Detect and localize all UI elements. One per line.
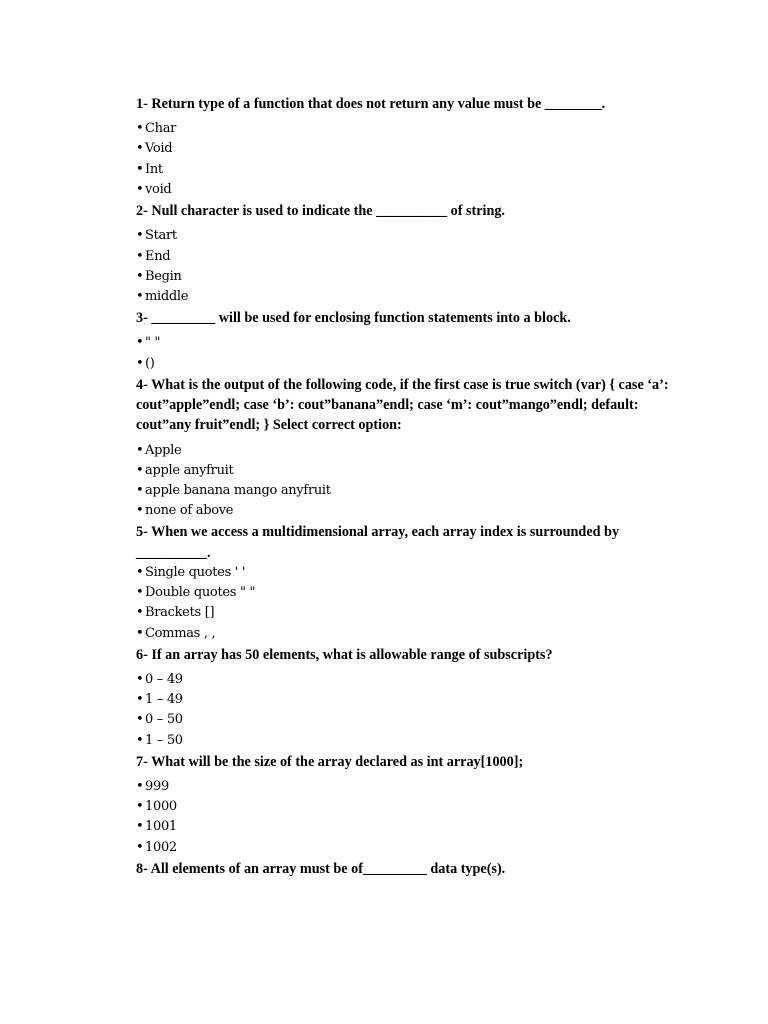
option-item bbox=[136, 160, 676, 180]
bullet-icon: • bbox=[136, 442, 144, 458]
option-text: Char bbox=[145, 121, 177, 137]
option-text: 1 – 50 bbox=[145, 732, 183, 748]
option-text: void bbox=[145, 181, 172, 197]
bullet-icon: • bbox=[136, 799, 144, 815]
option-text: 1 – 49 bbox=[145, 692, 183, 708]
question-3 bbox=[136, 308, 676, 374]
question-6 bbox=[136, 645, 676, 751]
bullet-icon: • bbox=[136, 248, 144, 264]
option-list bbox=[136, 226, 676, 307]
option-item bbox=[136, 777, 676, 797]
option-item bbox=[136, 354, 676, 374]
option-text: () bbox=[145, 355, 155, 371]
question-text: 4- What is the output of the following code, if the first case is true switch (var) { case ‘a’: cout”apple”endl; case ‘b’: cout”banana”endl; case ‘m’: cout”mango”endl; default: cout”any fruit”endl; } Select correct option: bbox=[136, 376, 673, 434]
question-text: 1- Return type of a function that does not return any value must be ________. bbox=[136, 96, 606, 112]
option-item bbox=[136, 119, 676, 139]
bullet-icon: • bbox=[136, 228, 144, 244]
option-text: apple anyfruit bbox=[145, 462, 234, 478]
bullet-icon: • bbox=[136, 503, 144, 519]
option-item bbox=[136, 838, 676, 858]
option-item bbox=[136, 690, 676, 710]
option-text: Brackets [] bbox=[145, 605, 215, 621]
bullet-icon: • bbox=[136, 625, 144, 641]
option-item bbox=[136, 247, 676, 267]
option-text: Void bbox=[145, 141, 173, 157]
question-4 bbox=[136, 375, 676, 522]
question-7 bbox=[136, 752, 676, 858]
option-text: Int bbox=[145, 161, 163, 177]
option-item bbox=[136, 710, 676, 730]
option-text: 1002 bbox=[145, 839, 177, 855]
bullet-icon: • bbox=[136, 712, 144, 728]
option-text: 1001 bbox=[145, 819, 177, 835]
option-text: Begin bbox=[145, 268, 182, 284]
option-text: Double quotes " " bbox=[145, 585, 256, 601]
option-item bbox=[136, 333, 676, 353]
question-text: 8- All elements of an array must be of_________ data type(s). bbox=[136, 860, 506, 877]
bullet-icon: • bbox=[136, 483, 144, 499]
option-item bbox=[136, 603, 676, 623]
bullet-icon: • bbox=[136, 141, 144, 157]
option-item bbox=[136, 563, 676, 583]
bullet-icon: • bbox=[136, 819, 144, 835]
question-2 bbox=[136, 201, 676, 307]
option-text: apple banana mango anyfruit bbox=[145, 483, 331, 499]
option-text: " " bbox=[145, 335, 161, 351]
question-text: 3- _________ will be used for enclosing function statements into a block. bbox=[136, 310, 571, 327]
option-text: 1000 bbox=[145, 799, 177, 815]
bullet-icon: • bbox=[136, 161, 144, 177]
bullet-icon: • bbox=[136, 605, 144, 621]
bullet-icon: • bbox=[136, 335, 144, 351]
option-item bbox=[136, 624, 676, 644]
option-list bbox=[136, 563, 676, 644]
option-item bbox=[136, 583, 676, 603]
option-item bbox=[136, 817, 676, 837]
option-list bbox=[136, 333, 676, 373]
option-text: middle bbox=[145, 288, 189, 304]
option-list bbox=[136, 777, 676, 858]
bullet-icon: • bbox=[136, 355, 144, 371]
option-text: Commas , , bbox=[145, 625, 216, 641]
bullet-icon: • bbox=[136, 672, 144, 688]
question-text: 5- When we access a multidimensional array, each array index is surrounded by __________. bbox=[136, 524, 623, 561]
option-text: none of above bbox=[145, 503, 234, 519]
bullet-icon: • bbox=[136, 732, 144, 748]
bullet-icon: • bbox=[136, 692, 144, 708]
question-1 bbox=[136, 94, 676, 200]
question-text: 2- Null character is used to indicate the __________ of string. bbox=[136, 203, 505, 220]
option-text: 0 – 49 bbox=[145, 672, 183, 688]
option-text: End bbox=[145, 248, 171, 264]
option-item bbox=[136, 481, 676, 501]
option-item bbox=[136, 287, 676, 307]
bullet-icon: • bbox=[136, 121, 144, 137]
bullet-icon: • bbox=[136, 462, 144, 478]
option-text: Single quotes ' ' bbox=[145, 565, 246, 580]
option-item bbox=[136, 461, 676, 481]
question-5 bbox=[136, 522, 676, 643]
bullet-icon: • bbox=[136, 839, 144, 855]
question-text: 7- What will be the size of the array declared as int array[1000]; bbox=[136, 753, 524, 770]
option-text: Apple bbox=[145, 442, 182, 458]
option-item bbox=[136, 797, 676, 817]
question-8 bbox=[136, 859, 676, 879]
option-text: Start bbox=[145, 228, 177, 244]
option-item bbox=[136, 139, 676, 159]
option-item bbox=[136, 501, 676, 521]
option-text: 999 bbox=[145, 779, 169, 795]
option-item bbox=[136, 731, 676, 751]
option-item bbox=[136, 267, 676, 287]
option-item bbox=[136, 670, 676, 690]
option-list bbox=[136, 670, 676, 751]
bullet-icon: • bbox=[136, 268, 144, 284]
bullet-icon: • bbox=[136, 565, 144, 580]
quiz-document bbox=[136, 94, 676, 884]
option-list bbox=[136, 441, 676, 522]
bullet-icon: • bbox=[136, 181, 144, 197]
bullet-icon: • bbox=[136, 779, 144, 795]
option-list bbox=[136, 119, 676, 200]
option-item bbox=[136, 180, 676, 200]
question-text: 6- If an array has 50 elements, what is allowable range of subscripts? bbox=[136, 646, 553, 663]
bullet-icon: • bbox=[136, 288, 144, 304]
bullet-icon: • bbox=[136, 585, 144, 601]
option-item bbox=[136, 226, 676, 246]
option-item bbox=[136, 441, 676, 461]
option-text: 0 – 50 bbox=[145, 712, 183, 728]
